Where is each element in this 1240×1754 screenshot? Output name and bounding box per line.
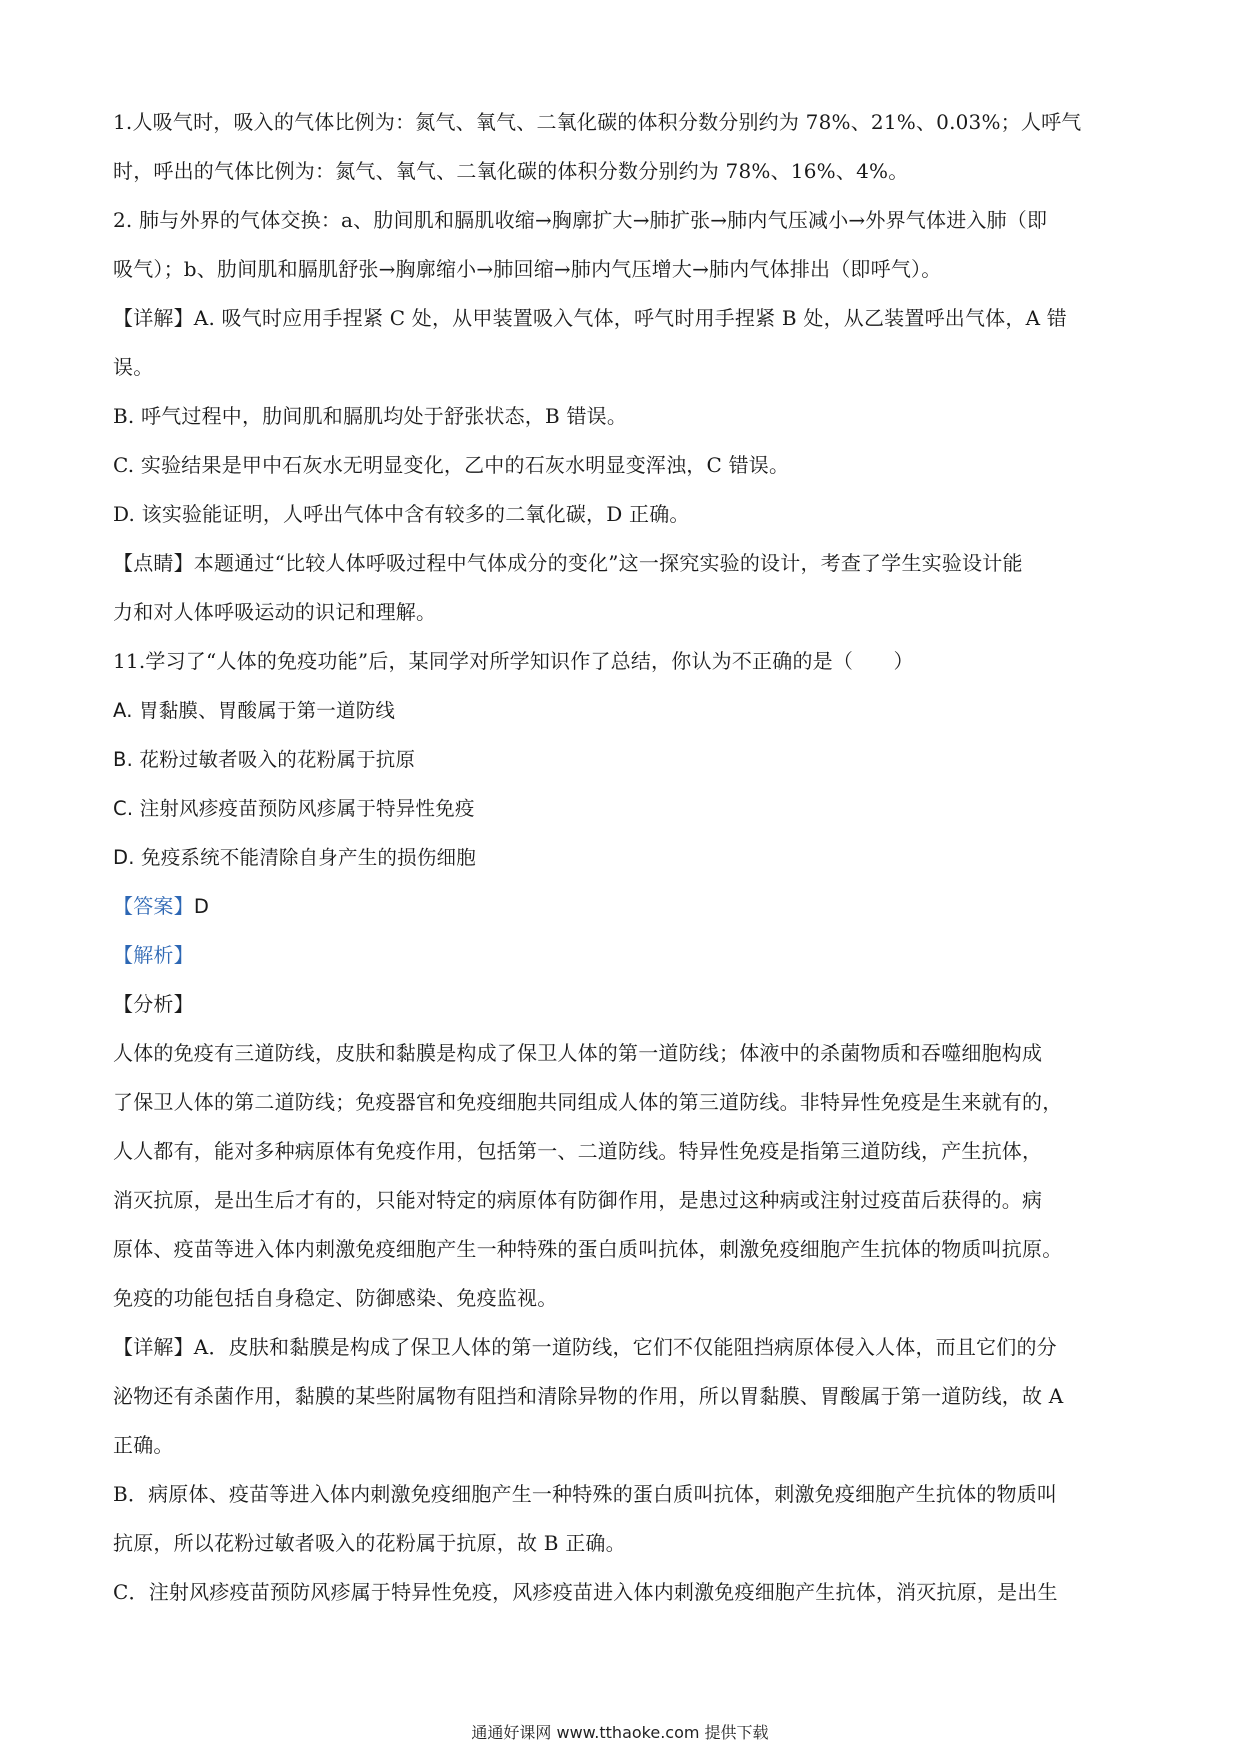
text-line: 【点睛】本题通过“比较人体呼吸过程中气体成分的变化”这一探究实验的设计，考查了学生实验设计能: [113, 551, 1023, 575]
text-line: 力和对人体呼吸运动的识记和理解。: [113, 600, 437, 624]
text-line: 2. 肺与外界的气体交换：a、肋间肌和膈肌收缩→胸廓扩大→肺扩张→肺内气压减小→外界气体进入肺（即: [113, 208, 1048, 232]
option-d: D. 免疫系统不能清除自身产生的损伤细胞: [113, 846, 476, 869]
text-line: C. 实验结果是甲中石灰水无明显变化，乙中的石灰水明显变浑浊，C 错误。: [113, 453, 790, 477]
text-line: 原体、疫苗等进入体内刺激免疫细胞产生一种特殊的蛋白质叫抗体，刺激免疫细胞产生抗体的物质叫抗原。: [113, 1237, 1063, 1261]
text-line: 【分析】: [113, 992, 194, 1016]
option-c: C. 注射风疹疫苗预防风疹属于特异性免疫: [113, 797, 475, 820]
option-a: A. 胃黏膜、胃酸属于第一道防线: [113, 699, 396, 722]
text-line: 吸气）；b、肋间肌和膈肌舒张→胸廓缩小→肺回缩→肺内气压增大→肺内气体排出（即呼气）。: [113, 257, 942, 281]
option-b: B. 花粉过敏者吸入的花粉属于抗原: [113, 748, 416, 771]
text-line: 误。: [113, 355, 154, 379]
text-line: 了保卫人体的第二道防线；免疫器官和免疫细胞共同组成人体的第三道防线。非特异性免疫是生来就有的，: [113, 1090, 1063, 1114]
text-line: 【详解】A. 吸气时应用手捏紧 C 处，从甲装置吸入气体，呼气时用手捏紧 B 处，从乙装置呼出气体，A 错: [113, 306, 1067, 330]
page-footer: 通通好课网 www.tthaoke.com 提供下载: [471, 1723, 769, 1742]
text-line: 泌物还有杀菌作用，黏膜的某些附属物有阻挡和清除异物的作用，所以胃黏膜、胃酸属于第一道防线，故 A: [113, 1384, 1064, 1408]
text-line: D. 该实验能证明，人呼出气体中含有较多的二氧化碳，D 正确。: [113, 502, 690, 526]
text-line: 1.人吸气时，吸入的气体比例为：氮气、氧气、二氧化碳的体积分数分别约为 78%、21%、0.03%；人呼气: [113, 110, 1082, 134]
question-stem: 11.学习了“人体的免疫功能”后，某同学对所学知识作了总结，你认为不正确的是（ ）: [113, 649, 914, 673]
text-line: 时，呼出的气体比例为：氮气、氧气、二氧化碳的体积分数分别约为 78%、16%、4%。: [113, 159, 909, 183]
text-line: B. 呼气过程中，肋间肌和膈肌均处于舒张状态，B 错误。: [113, 404, 628, 428]
text-line: B．病原体、疫苗等进入体内刺激免疫细胞产生一种特殊的蛋白质叫抗体，刺激免疫细胞产生抗体的物质叫: [113, 1482, 1058, 1506]
text-line: 正确。: [113, 1433, 174, 1457]
text-line: 人人都有，能对多种病原体有免疫作用，包括第一、二道防线。特异性免疫是指第三道防线，产生抗体，: [113, 1139, 1043, 1163]
answer-label: 【答案】: [113, 894, 194, 918]
text-line: C．注射风疹疫苗预防风疹属于特异性免疫，风疹疫苗进入体内刺激免疫细胞产生抗体，消灭抗原，是出生: [113, 1580, 1058, 1604]
answer-value: D: [193, 895, 210, 918]
analysis-label: 【解析】: [113, 943, 194, 967]
text-line: 人体的免疫有三道防线，皮肤和黏膜是构成了保卫人体的第一道防线；体液中的杀菌物质和吞噬细胞构成: [113, 1041, 1043, 1065]
text-line: 【详解】A．皮肤和黏膜是构成了保卫人体的第一道防线，它们不仅能阻挡病原体侵入人体，而且它们的分: [113, 1335, 1057, 1359]
answer-line: [113, 882, 1133, 931]
text-line: 抗原，所以花粉过敏者吸入的花粉属于抗原，故 B 正确。: [113, 1531, 626, 1555]
text-line: 消灭抗原，是出生后才有的，只能对特定的病原体有防御作用，是患过这种病或注射过疫苗后获得的。病: [113, 1188, 1043, 1212]
document-body: [113, 98, 1133, 1617]
text-line: 免疫的功能包括自身稳定、防御感染、免疫监视。: [113, 1286, 558, 1310]
